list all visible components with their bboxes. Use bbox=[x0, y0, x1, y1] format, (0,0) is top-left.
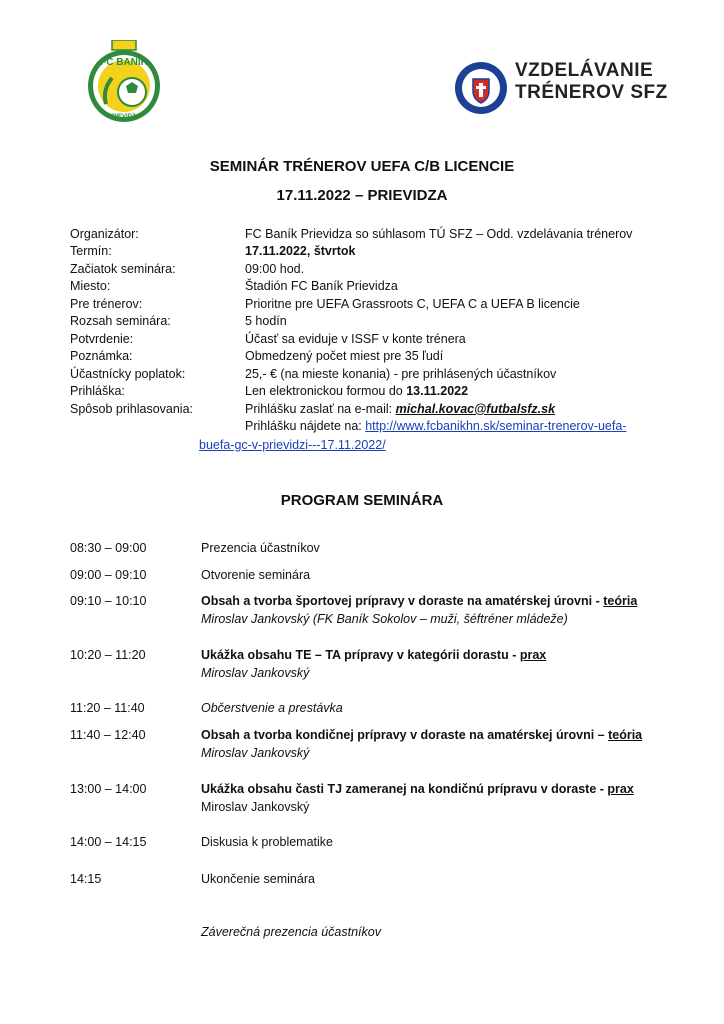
closing-text: Záverečná prezencia účastníkov bbox=[201, 925, 381, 939]
program-time: 11:20 – 11:40 bbox=[70, 701, 145, 715]
program-time: 14:00 – 14:15 bbox=[70, 835, 147, 849]
program-title: PROGRAM SEMINÁRA bbox=[280, 492, 444, 509]
info-label: Účastnícky poplatok: bbox=[70, 366, 186, 381]
info-value: Obmedzený počet miest pre 35 ľudí bbox=[245, 349, 444, 364]
info-table bbox=[70, 225, 690, 435]
program-desc: Ukončenie seminára bbox=[201, 872, 315, 886]
program-tag: teória bbox=[608, 728, 643, 742]
program-speaker: Miroslav Jankovský bbox=[201, 800, 310, 814]
info-row bbox=[70, 243, 690, 261]
deadline-prefix: Len elektronickou formou do bbox=[245, 384, 407, 399]
program-time: 10:20 – 11:20 bbox=[70, 648, 146, 662]
info-value: Prioritne pre UEFA Grassroots C, UEFA C a UEFA B licencie bbox=[245, 296, 580, 311]
program-tag: prax bbox=[607, 782, 634, 796]
info-label: Potvrdenie: bbox=[70, 331, 134, 346]
program-topic: Obsah a tvorba športovej prípravy v doraste na amatérskej úrovni - bbox=[201, 594, 604, 608]
info-row bbox=[70, 313, 690, 331]
info-value: 09:00 hod. bbox=[245, 261, 305, 276]
sfz-logo bbox=[453, 53, 668, 123]
sfz-text bbox=[515, 60, 668, 104]
email-link[interactable]: michal.kovac@futbalsfz.sk bbox=[395, 401, 556, 416]
info-label: Organizátor: bbox=[70, 226, 139, 241]
program-time: 09:00 – 09:10 bbox=[70, 568, 147, 582]
info-label: Pre trénerov: bbox=[70, 296, 143, 311]
info-row bbox=[70, 225, 690, 243]
program-time: 09:10 – 10:10 bbox=[70, 594, 147, 608]
program-speaker: Miroslav Jankovský (FK Baník Sokolov – muži, šéftréner mládeže) bbox=[201, 612, 568, 626]
program-desc: Prezencia účastníkov bbox=[201, 541, 320, 555]
fc-banik-logo bbox=[82, 40, 166, 124]
info-value bbox=[245, 384, 690, 398]
info-row bbox=[70, 418, 690, 436]
info-label: Termín: bbox=[70, 244, 112, 259]
info-row bbox=[70, 365, 690, 383]
program-speaker: Miroslav Jankovský bbox=[201, 746, 310, 760]
info-label: Rozsah seminára: bbox=[70, 314, 171, 329]
svg-text:FC BANÍK: FC BANÍK bbox=[100, 57, 148, 68]
program-desc bbox=[201, 728, 642, 742]
info-value: Účasť sa eviduje v ISSF v konte trénera bbox=[245, 331, 466, 346]
fc-banik-crest-icon bbox=[82, 40, 166, 124]
info-label: Poznámka: bbox=[70, 349, 133, 364]
link-prefix: Prihlášku nájdete na: bbox=[245, 419, 366, 434]
info-label: Prihláška: bbox=[70, 384, 125, 399]
info-row bbox=[70, 330, 690, 348]
page-subtitle: 17.11.2022 – PRIEVIDZA bbox=[276, 187, 448, 204]
info-row bbox=[70, 295, 690, 313]
info-value bbox=[245, 419, 690, 433]
deadline-date: 13.11.2022 bbox=[406, 384, 469, 399]
program-time: 14:15 bbox=[70, 872, 102, 886]
program-time: 13:00 – 14:00 bbox=[70, 782, 147, 796]
info-value bbox=[245, 402, 690, 416]
program-topic: Ukážka obsahu časti TJ zameranej na kondičnú prípravu v doraste - bbox=[201, 782, 608, 796]
program-time: 08:30 – 09:00 bbox=[70, 541, 147, 555]
info-value: Štadión FC Baník Prievidza bbox=[245, 279, 398, 294]
info-value: 17.11.2022, štvrtok bbox=[245, 244, 356, 259]
info-value: 5 hodín bbox=[245, 314, 287, 329]
program-desc bbox=[201, 782, 634, 796]
program-desc: Občerstvenie a prestávka bbox=[201, 701, 343, 715]
program-tag: teória bbox=[603, 594, 638, 608]
program-topic: Obsah a tvorba kondičnej prípravy v doraste na amatérskej úrovni – bbox=[201, 728, 609, 742]
info-label: Miesto: bbox=[70, 279, 111, 294]
page-title: SEMINÁR TRÉNEROV UEFA C/B LICENCIE bbox=[209, 158, 515, 175]
info-row bbox=[70, 383, 690, 401]
info-row bbox=[70, 260, 690, 278]
program-desc bbox=[201, 594, 637, 608]
info-label: Začiatok seminára: bbox=[70, 261, 176, 276]
info-row bbox=[70, 400, 690, 418]
svg-text:PRIEVIDZA: PRIEVIDZA bbox=[107, 114, 141, 120]
registration-link[interactable]: http://www.fcbanikhn.sk/seminar-trenerov-uefa- bbox=[365, 419, 627, 434]
info-row bbox=[70, 348, 690, 366]
program-time: 11:40 – 12:40 bbox=[70, 728, 146, 742]
info-value: 25,- € (na mieste konania) - pre prihlásených účastníkov bbox=[245, 366, 557, 381]
info-row bbox=[70, 278, 690, 296]
program-topic: Ukážka obsahu TE – TA prípravy v kategórii dorastu - bbox=[201, 648, 520, 662]
program-desc: Otvorenie seminára bbox=[201, 568, 311, 582]
info-label: Spôsob prihlasovania: bbox=[70, 401, 193, 416]
program-tag: prax bbox=[519, 648, 547, 662]
program-speaker: Miroslav Jankovský bbox=[201, 666, 310, 680]
program-desc: Diskusia k problematike bbox=[201, 835, 333, 849]
info-value: FC Baník Prievidza so súhlasom TÚ SFZ – Odd. vzdelávania trénerov bbox=[245, 226, 633, 241]
registration-link-continued[interactable]: buefa-gc-v-prievidzi---17.11.2022/ bbox=[199, 438, 386, 452]
sfz-line1: VZDELÁVANIE bbox=[515, 60, 654, 81]
program-desc bbox=[201, 648, 546, 662]
email-prefix: Prihlášku zaslať na e-mail: bbox=[245, 401, 396, 416]
sfz-line2: TRÉNEROV SFZ bbox=[515, 82, 668, 103]
sfz-emblem-icon bbox=[453, 53, 509, 123]
